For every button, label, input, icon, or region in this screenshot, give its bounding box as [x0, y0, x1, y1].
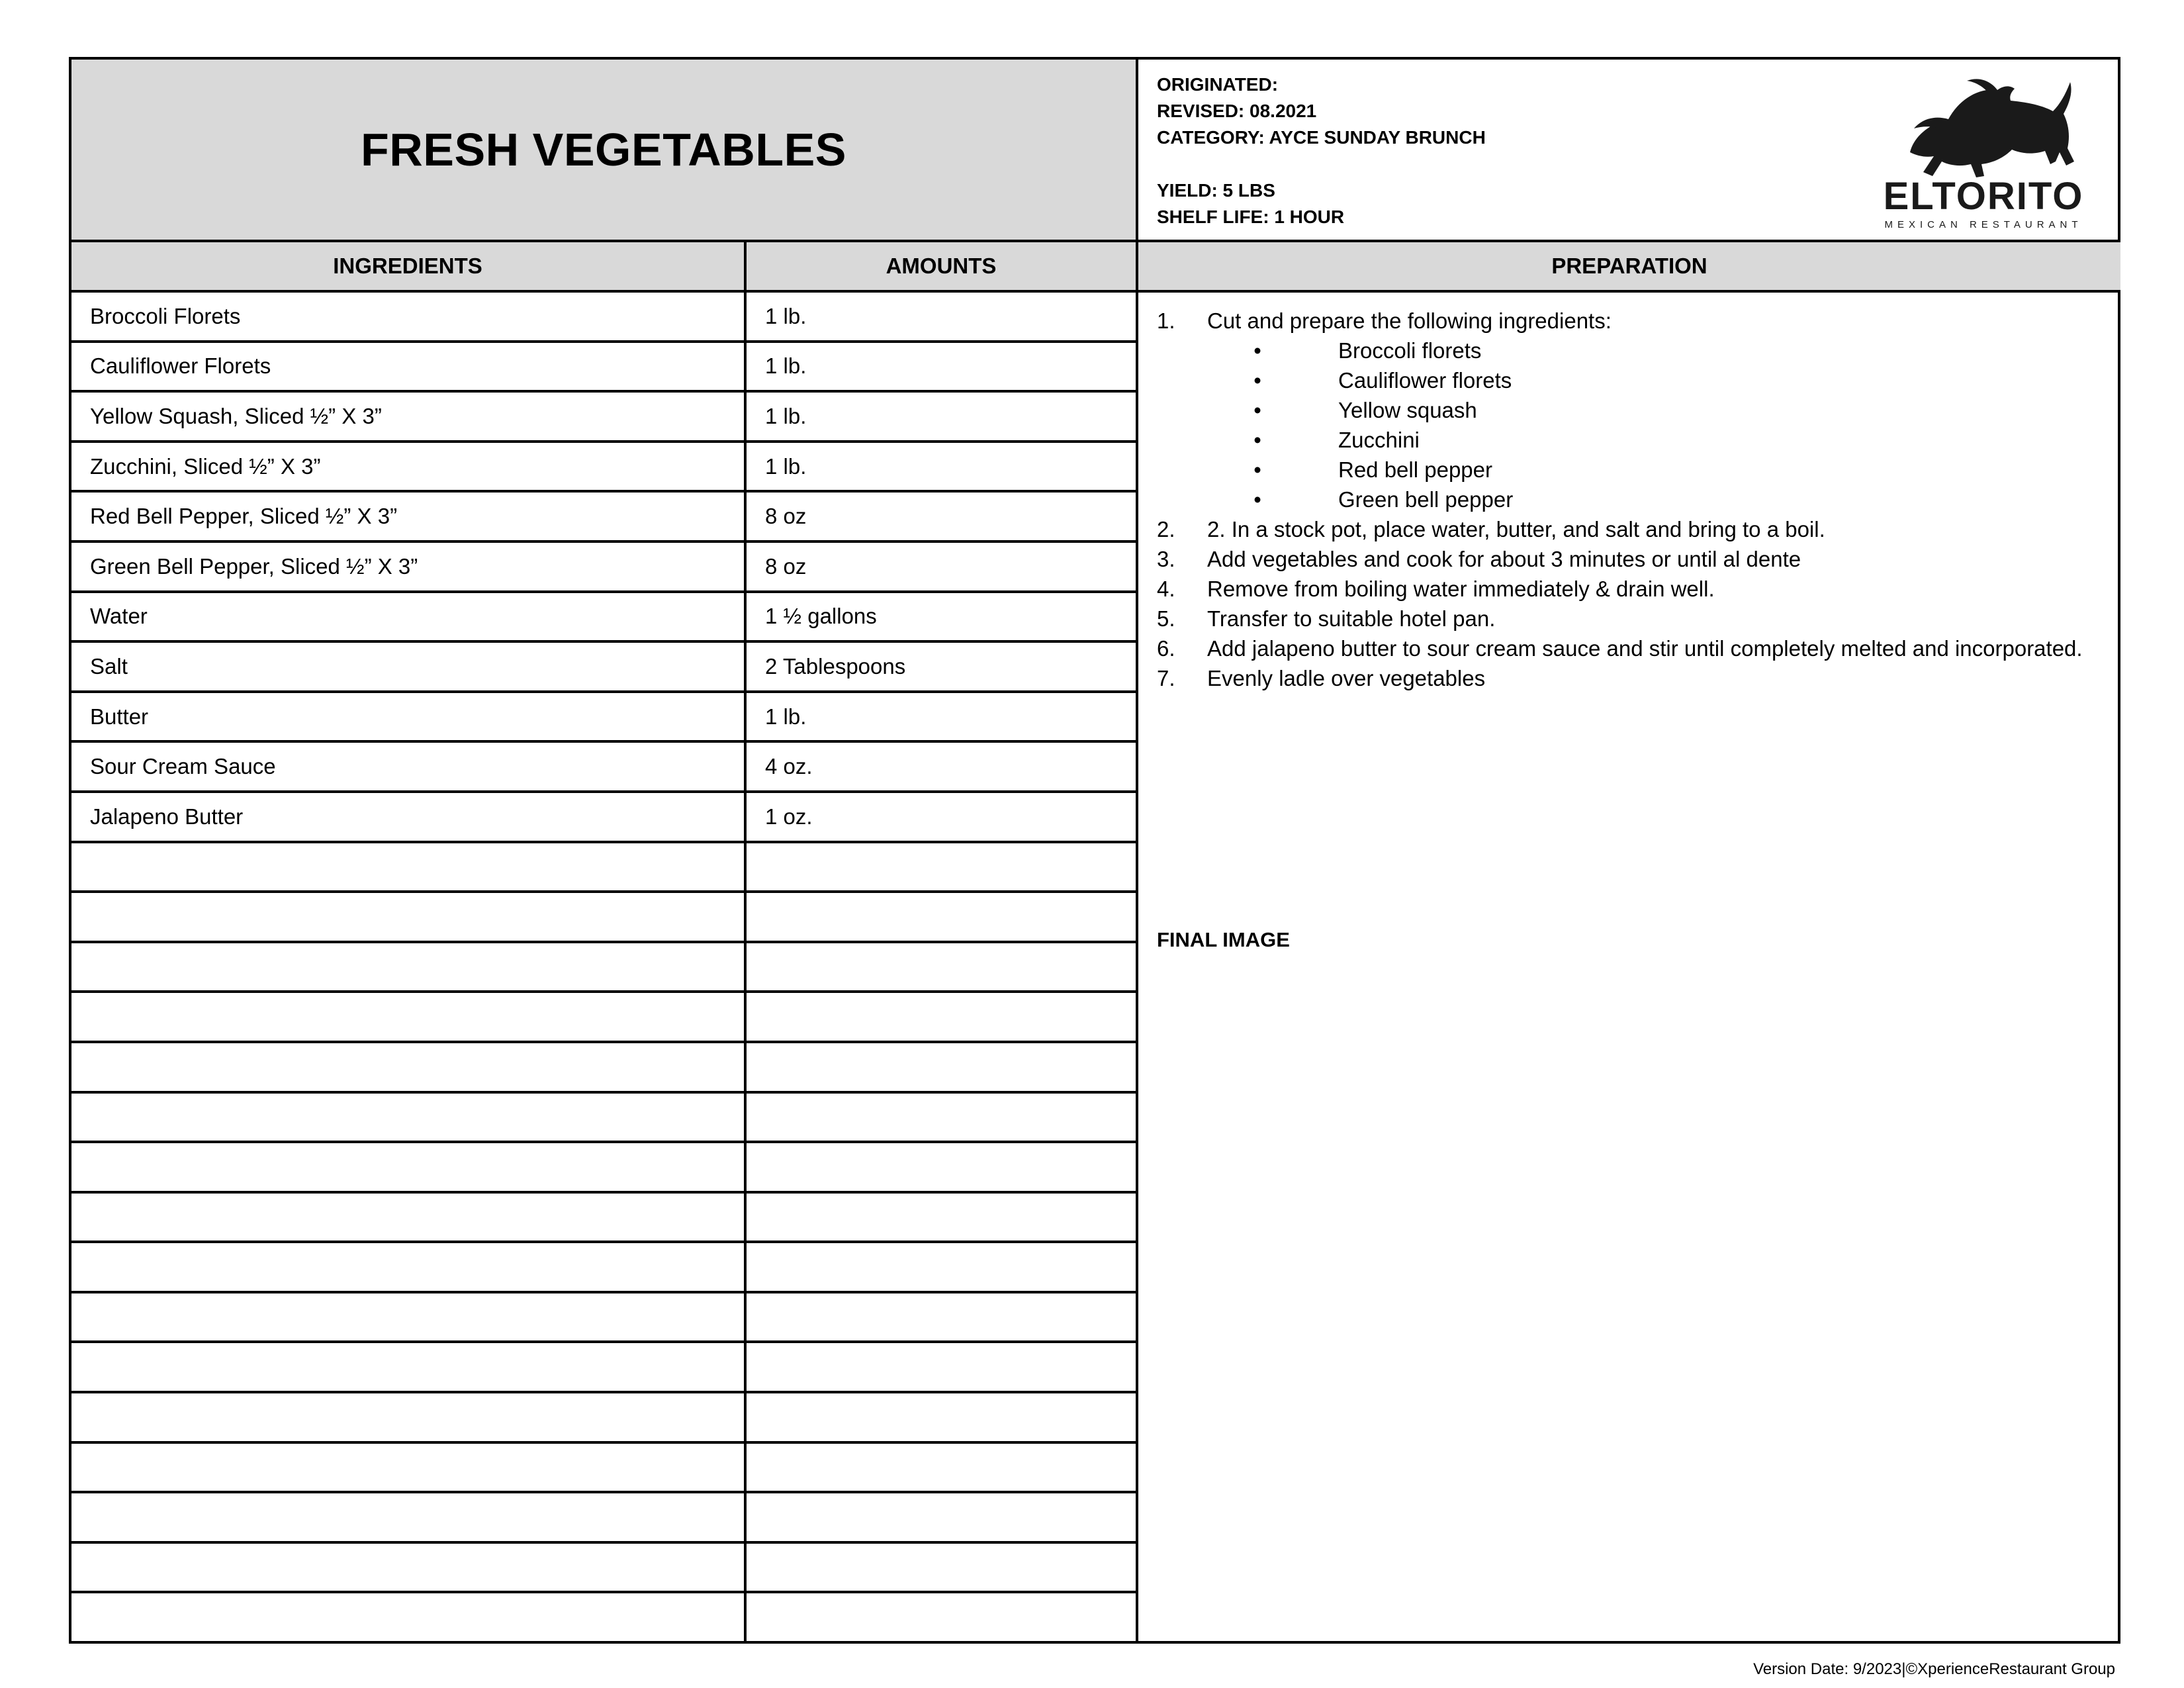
table-row — [71, 793, 1138, 843]
el-torito-logo — [1868, 73, 2099, 232]
preparation-cell — [1138, 293, 2120, 1644]
table-row — [71, 1393, 1138, 1444]
ingredient-name-cell — [71, 993, 747, 1041]
amounts-header: AMOUNTS — [747, 242, 1138, 293]
step-item: 4. Remove from boiling water immediately & drain well. — [1157, 577, 1715, 601]
table-row — [71, 843, 1138, 894]
ingredient-name-cell: Butter — [71, 693, 747, 741]
ingredient-name-cell — [71, 1194, 747, 1241]
category-label: CATEGORY: AYCE SUNDAY BRUNCH — [1157, 127, 1486, 148]
logo-subtext: MEXICAN RESTAURANT — [1884, 219, 2083, 230]
logo-wordmark: ELTORITO — [1883, 175, 2084, 218]
step-item: 2. 2. In a stock pot, place water, butter, and salt and bring to a boil. — [1157, 517, 1825, 541]
shelf-life-label: SHELF LIFE: 1 HOUR — [1157, 207, 1345, 227]
table-row — [71, 1593, 1138, 1644]
ingredient-name-cell: Sour Cream Sauce — [71, 743, 747, 790]
ingredient-amount-cell: 1 lb. — [747, 343, 1138, 391]
ingredients-header: INGREDIENTS — [71, 242, 747, 293]
bullet-item: • Cauliflower florets — [1253, 368, 1512, 393]
ingredient-amount-cell — [747, 1393, 1138, 1441]
step-item: 3. Add vegetables and cook for about 3 minutes or until al dente — [1157, 547, 1801, 571]
ingredient-amount-cell: 1 lb. — [747, 693, 1138, 741]
ingredient-name-cell — [71, 843, 747, 891]
table-row — [71, 393, 1138, 443]
ingredient-amount-cell — [747, 1544, 1138, 1591]
step-item: 5. Transfer to suitable hotel pan. — [1157, 606, 1496, 631]
ingredient-amount-cell: 1 oz. — [747, 793, 1138, 841]
table-row — [71, 1493, 1138, 1544]
step-item: 1. Cut and prepare the following ingredients: — [1157, 308, 1612, 333]
ingredient-amount-cell: 2 Tablespoons — [747, 643, 1138, 690]
table-row — [71, 643, 1138, 693]
table-row — [71, 1343, 1138, 1393]
meta-lines — [1157, 71, 1486, 230]
bullet-item: • Broccoli florets — [1253, 338, 1482, 363]
recipe-sheet — [69, 57, 2120, 1644]
ingredient-amount-cell: 8 oz — [747, 492, 1138, 540]
table-row — [71, 543, 1138, 593]
ingredient-amount-cell — [747, 1243, 1138, 1291]
ingredient-name-cell: Water — [71, 593, 747, 641]
ingredient-name-cell — [71, 943, 747, 991]
ingredient-amount-cell — [747, 1593, 1138, 1644]
table-row — [71, 743, 1138, 793]
table-row — [71, 943, 1138, 994]
ingredient-amount-cell: 8 oz — [747, 543, 1138, 590]
table-row — [71, 443, 1138, 493]
ingredient-amount-cell — [747, 993, 1138, 1041]
ingredient-amount-cell: 1 lb. — [747, 293, 1138, 340]
step-item: 7. Evenly ladle over vegetables — [1157, 666, 1486, 690]
ingredient-name-cell: Cauliflower Florets — [71, 343, 747, 391]
ingredient-amount-cell — [747, 1094, 1138, 1141]
ingredient-amount-cell: 4 oz. — [747, 743, 1138, 790]
ingredient-name-cell: Zucchini, Sliced ½” X 3” — [71, 443, 747, 491]
ingredient-name-cell — [71, 1593, 747, 1644]
revised-label: REVISED: 08.2021 — [1157, 101, 1317, 121]
table-row — [71, 1194, 1138, 1244]
ingredient-name-cell: Jalapeno Butter — [71, 793, 747, 841]
recipe-title: FRESH VEGETABLES — [360, 124, 846, 175]
table-row — [71, 1444, 1138, 1494]
ingredient-amount-cell — [747, 893, 1138, 941]
ingredient-amount-cell: 1 ½ gallons — [747, 593, 1138, 641]
preparation-header: PREPARATION — [1138, 242, 2120, 293]
ingredient-amount-cell: 1 lb. — [747, 393, 1138, 440]
bull-icon — [1910, 79, 2074, 177]
ingredient-amount-cell — [747, 1293, 1138, 1341]
table-row — [71, 293, 1138, 343]
ingredient-amount-cell: 1 lb. — [747, 443, 1138, 491]
bullet-item: • Red bell pepper — [1253, 457, 1492, 482]
ingredient-name-cell — [71, 1493, 747, 1541]
ingredient-name-cell — [71, 1293, 747, 1341]
ingredient-amount-cell — [747, 943, 1138, 991]
table-row — [71, 893, 1138, 943]
ingredient-amount-cell — [747, 1343, 1138, 1391]
table-row — [71, 1143, 1138, 1194]
ingredient-bullet-list — [1157, 336, 2103, 514]
bullet-item: • Yellow squash — [1253, 398, 1477, 422]
ingredients-table — [71, 293, 1138, 1644]
ingredient-name-cell — [71, 1444, 747, 1491]
table-row — [71, 1293, 1138, 1344]
table-row — [71, 343, 1138, 393]
ingredient-amount-cell — [747, 1444, 1138, 1491]
table-row — [71, 593, 1138, 643]
step-item: 6. Add jalapeno butter to sour cream sauce and stir until completely melted and incorporated. — [1157, 636, 2083, 661]
originated-label: ORIGINATED: — [1157, 74, 1279, 95]
title-cell — [71, 60, 1138, 242]
ingredient-name-cell — [71, 1043, 747, 1091]
bullet-item: • Zucchini — [1253, 428, 1420, 452]
ingredient-name-cell — [71, 1393, 747, 1441]
ingredient-amount-cell — [747, 1194, 1138, 1241]
ingredient-amount-cell — [747, 1493, 1138, 1541]
table-row — [71, 1094, 1138, 1144]
bullet-item: • Green bell pepper — [1253, 487, 1514, 512]
ingredient-name-cell — [71, 1094, 747, 1141]
ingredient-amount-cell — [747, 1043, 1138, 1091]
table-row — [71, 1544, 1138, 1594]
ingredient-name-cell — [71, 893, 747, 941]
table-row — [71, 993, 1138, 1043]
meta-cell — [1138, 60, 2120, 242]
table-row — [71, 693, 1138, 743]
ingredient-name-cell: Green Bell Pepper, Sliced ½” X 3” — [71, 543, 747, 590]
ingredient-name-cell — [71, 1343, 747, 1391]
ingredient-name-cell: Salt — [71, 643, 747, 690]
ingredient-name-cell — [71, 1243, 747, 1291]
ingredient-amount-cell — [747, 1143, 1138, 1191]
ingredient-name-cell: Yellow Squash, Sliced ½” X 3” — [71, 393, 747, 440]
table-row — [71, 1243, 1138, 1293]
ingredient-name-cell — [71, 1544, 747, 1591]
version-footer: Version Date: 9/2023|©XperienceRestaurant Group — [1753, 1660, 2115, 1678]
preparation-steps — [1157, 306, 2103, 693]
ingredient-amount-cell — [747, 843, 1138, 891]
yield-label: YIELD: 5 LBS — [1157, 180, 1275, 201]
table-row — [71, 1043, 1138, 1094]
ingredient-name-cell: Red Bell Pepper, Sliced ½” X 3” — [71, 492, 747, 540]
final-image-label: FINAL IMAGE — [1157, 928, 1290, 951]
ingredient-name-cell — [71, 1143, 747, 1191]
ingredient-name-cell: Broccoli Florets — [71, 293, 747, 340]
table-row — [71, 492, 1138, 543]
